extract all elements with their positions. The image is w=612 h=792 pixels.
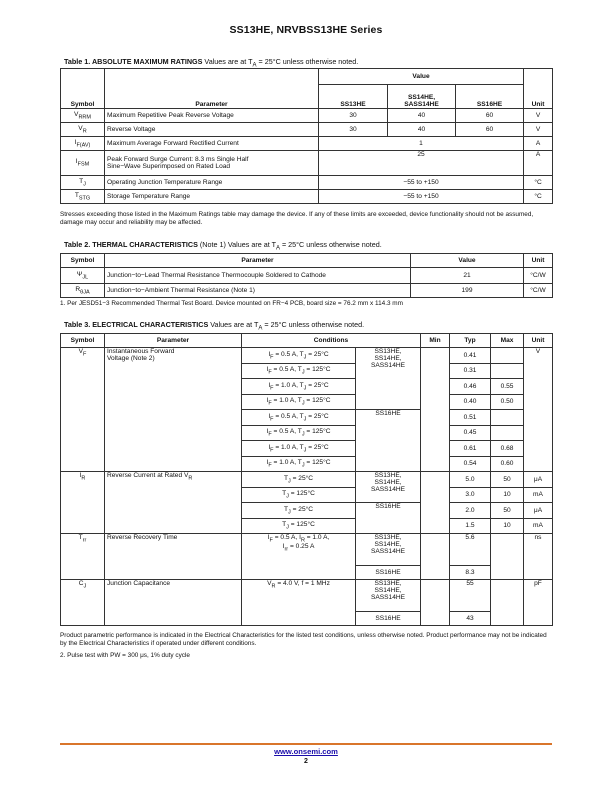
table-cell: 0.68 bbox=[491, 441, 524, 457]
table-header-cell: Conditions bbox=[242, 334, 421, 348]
table3-caption bbox=[64, 320, 364, 331]
page-number: 2 bbox=[304, 758, 308, 765]
table-cell: 0.55 bbox=[491, 379, 524, 395]
table-header-cell: Unit bbox=[524, 254, 553, 268]
text: SS13HE, bbox=[374, 534, 402, 541]
subscript: J bbox=[288, 508, 291, 515]
table-cell: A bbox=[524, 137, 553, 151]
text: SS14HE, bbox=[374, 479, 402, 486]
table-cell: 0.51 bbox=[450, 410, 491, 426]
text: SASS14HE bbox=[370, 486, 406, 493]
table-cell: SS16HE bbox=[356, 612, 421, 626]
table-cell: 10 bbox=[491, 487, 524, 503]
text: SS13HE, bbox=[374, 472, 402, 479]
text: V bbox=[74, 110, 79, 118]
table-cell bbox=[61, 137, 105, 151]
subscript: J bbox=[301, 400, 305, 407]
table-cell: A bbox=[524, 151, 553, 176]
header-parameter: Parameter bbox=[105, 69, 319, 109]
table-cell bbox=[61, 268, 105, 284]
subscript: rr bbox=[284, 546, 289, 553]
subscript: A bbox=[275, 245, 280, 252]
text: T bbox=[74, 191, 79, 199]
table-cell: −55 to +150 bbox=[319, 176, 524, 190]
subscript: R bbox=[81, 475, 86, 482]
table-cell: SS16HE bbox=[356, 503, 421, 534]
table-cell: 30 bbox=[319, 123, 388, 137]
subscript: F bbox=[268, 369, 272, 376]
subscript: JL bbox=[82, 274, 89, 281]
text: T bbox=[78, 534, 83, 541]
table-cell: 50 bbox=[491, 503, 524, 519]
table-cell bbox=[61, 190, 105, 204]
subscript: RRM bbox=[78, 114, 91, 121]
subscript: F bbox=[83, 351, 87, 358]
table-cell: $I_F = 1.0$ A, $T_J = 25^\circ C$ bbox=[242, 379, 356, 395]
table-cell: $I_F = 0.5$ A, $T_J = 25^\circ C$ bbox=[242, 410, 356, 426]
text: Values are at T bbox=[202, 57, 253, 66]
subscript: rr bbox=[82, 537, 87, 544]
text: SASS14HE bbox=[404, 101, 439, 108]
table2-note: 1. Per JESD51−3 Recommended Thermal Test Board. Device mounted on FR−4 PCB, board size = 76.2 mm x 114.3 mm bbox=[60, 300, 403, 307]
text: SASS14HE bbox=[370, 362, 406, 369]
subscript: F bbox=[270, 446, 274, 453]
table-cell: $I_F = 0.5$ A, $T_J = 125^\circ C$ bbox=[242, 425, 356, 441]
subscript: FSM bbox=[77, 161, 90, 168]
subscript: J bbox=[286, 524, 289, 531]
text: SS14HE, bbox=[407, 94, 436, 101]
subscript: J bbox=[301, 462, 305, 469]
table-cell: °C/W bbox=[524, 284, 553, 298]
subscript: F bbox=[270, 384, 274, 391]
table-header-cell: Parameter bbox=[105, 334, 242, 348]
table-header-cell: Parameter bbox=[105, 254, 411, 268]
table-row bbox=[61, 334, 553, 348]
table-row bbox=[61, 534, 553, 566]
text: Voltage (Note 2) bbox=[107, 355, 155, 362]
table-cell: $T_J = 25^\circ C$ bbox=[242, 503, 356, 519]
table-cell bbox=[356, 534, 421, 566]
subscript: J bbox=[83, 181, 86, 188]
subscript: J bbox=[301, 369, 305, 376]
subscript: J bbox=[83, 583, 87, 590]
table-cell bbox=[61, 580, 105, 626]
table-cell bbox=[421, 580, 450, 626]
text: Table 2. THERMAL CHARACTERISTICS bbox=[64, 240, 198, 249]
table-cell bbox=[491, 348, 524, 364]
text: (Note 1) Values are at T bbox=[197, 240, 276, 249]
text: SASS14HE bbox=[370, 594, 406, 601]
thermal-characteristics-table bbox=[60, 253, 553, 298]
table-cell bbox=[421, 348, 450, 472]
table-row bbox=[61, 190, 553, 204]
table-cell bbox=[61, 284, 105, 298]
table1-caption bbox=[64, 57, 358, 68]
table-cell: 0.40 bbox=[450, 394, 491, 410]
table-cell bbox=[491, 410, 524, 426]
subscript: J bbox=[303, 415, 307, 422]
table-row bbox=[61, 176, 553, 190]
subscript: θJA bbox=[80, 289, 90, 296]
table-cell bbox=[491, 580, 524, 626]
table-cell: 1 bbox=[319, 137, 524, 151]
table-cell: Reverse Recovery Time bbox=[105, 534, 242, 580]
table-cell: 50 bbox=[491, 472, 524, 488]
subscript: F bbox=[270, 415, 274, 422]
table-cell: 0.41 bbox=[450, 348, 491, 364]
table-cell: −55 to +150 bbox=[319, 190, 524, 204]
table-cell: 0.50 bbox=[491, 394, 524, 410]
text: = 25°C unless otherwise noted. bbox=[279, 240, 382, 249]
table-cell: $V_R = 4.0$ V, f = 1 MHz bbox=[242, 580, 356, 626]
table-header-cell: Unit bbox=[524, 334, 553, 348]
table-cell: 40 bbox=[388, 123, 456, 137]
text: SS14HE, bbox=[374, 541, 402, 548]
table-cell: 60 bbox=[456, 109, 524, 123]
table-cell: V bbox=[524, 109, 553, 123]
table-cell bbox=[61, 151, 105, 176]
subscript: F bbox=[268, 400, 272, 407]
table-row bbox=[61, 268, 553, 284]
table-cell bbox=[61, 109, 105, 123]
table-cell bbox=[491, 363, 524, 379]
table-cell: 0.60 bbox=[491, 456, 524, 472]
table-cell: ns bbox=[524, 534, 553, 580]
table-cell: 40 bbox=[388, 109, 456, 123]
table-cell: V bbox=[524, 123, 553, 137]
table-cell: $I_F = 0.5$ A, $T_J = 125^\circ C$ bbox=[242, 363, 356, 379]
table-cell: μA bbox=[524, 472, 553, 488]
table-cell: 0.61 bbox=[450, 441, 491, 457]
table-cell bbox=[242, 534, 356, 580]
table-cell: V bbox=[524, 348, 553, 472]
table-cell bbox=[105, 151, 319, 176]
subscript: F(AV) bbox=[76, 142, 91, 149]
table-cell: 21 bbox=[411, 268, 524, 284]
subscript: R bbox=[188, 475, 193, 482]
table-cell: 1.5 bbox=[450, 518, 491, 534]
text: Table 3. ELECTRICAL CHARACTERISTICS bbox=[64, 320, 209, 329]
table-cell bbox=[61, 534, 105, 580]
table-cell: $I_F = 0.5$ A, $T_J = 25^\circ C$ bbox=[242, 348, 356, 364]
table-cell bbox=[61, 348, 105, 472]
table-row bbox=[61, 284, 553, 298]
table-cell: 0.54 bbox=[450, 456, 491, 472]
table-header-cell: Typ bbox=[450, 334, 491, 348]
page-title: SS13HE, NRVBSS13HE Series bbox=[229, 24, 383, 36]
table-cell: $I_F = 1.0$ A, $T_J = 125^\circ C$ bbox=[242, 394, 356, 410]
table2-caption bbox=[64, 240, 382, 251]
table-row bbox=[61, 69, 553, 85]
subscript: J bbox=[303, 353, 307, 360]
subscript: R bbox=[271, 583, 276, 590]
header-ss13he: SS13HE bbox=[319, 85, 388, 109]
table-cell bbox=[105, 348, 242, 472]
table-cell bbox=[356, 348, 421, 410]
subscript: J bbox=[288, 477, 291, 484]
table-cell: 5.6 bbox=[450, 534, 491, 566]
table-row bbox=[61, 123, 553, 137]
table-cell: $T_J = 125^\circ C$ bbox=[242, 518, 356, 534]
table-header-cell: Max bbox=[491, 334, 524, 348]
table-header-cell: Symbol bbox=[61, 254, 105, 268]
table-cell: Maximum Repetitive Peak Reverse Voltage bbox=[105, 109, 319, 123]
table-cell bbox=[105, 472, 242, 534]
text bbox=[61, 334, 553, 626]
text: Values are at T bbox=[208, 320, 259, 329]
subscript: F bbox=[268, 431, 272, 438]
table-cell: 3.0 bbox=[450, 487, 491, 503]
table-cell: 2.0 bbox=[450, 503, 491, 519]
table-cell: Junction−to−Lead Thermal Resistance Thermocouple Soldered to Cathode bbox=[105, 268, 411, 284]
header-ss14he bbox=[388, 85, 456, 109]
table-row bbox=[61, 580, 553, 612]
table-header-cell: Value bbox=[411, 254, 524, 268]
table-cell: °C bbox=[524, 190, 553, 204]
header-ss16he: SS16HE bbox=[456, 85, 524, 109]
subscript: F bbox=[268, 462, 272, 469]
table-cell: $T_J = 25^\circ C$ bbox=[242, 472, 356, 488]
text: Reverse Current at Rated V bbox=[107, 472, 189, 479]
table-cell: mA bbox=[524, 518, 553, 534]
text: SS14HE, bbox=[374, 587, 402, 594]
table-cell bbox=[61, 176, 105, 190]
table-cell: 0.46 bbox=[450, 379, 491, 395]
text: R bbox=[75, 285, 81, 293]
text: SASS14HE bbox=[370, 548, 406, 555]
text bbox=[61, 254, 553, 298]
header-symbol: Symbol bbox=[61, 69, 105, 109]
table-cell: 43 bbox=[450, 612, 491, 626]
table-cell bbox=[61, 472, 105, 534]
table-cell: $I_F = 1.0$ A, $T_J = 125^\circ C$ bbox=[242, 456, 356, 472]
table-row bbox=[61, 348, 553, 364]
table-cell: Operating Junction Temperature Range bbox=[105, 176, 319, 190]
table-cell bbox=[421, 534, 450, 580]
subscript: F bbox=[269, 537, 273, 544]
text: SS13HE, bbox=[374, 580, 402, 587]
table-cell: °C bbox=[524, 176, 553, 190]
absolute-max-ratings-table bbox=[60, 68, 553, 204]
text: I bbox=[75, 158, 78, 166]
table-cell: Junction−to−Ambient Thermal Resistance (Note 1) bbox=[105, 284, 411, 298]
table-row bbox=[61, 472, 553, 488]
table-cell: $T_J = 125^\circ C$ bbox=[242, 487, 356, 503]
text: I bbox=[79, 472, 82, 479]
table-cell: 55 bbox=[450, 580, 491, 612]
subscript: R bbox=[82, 128, 87, 135]
table-cell: SS16HE bbox=[356, 566, 421, 580]
table-cell: Storage Temperature Range bbox=[105, 190, 319, 204]
text: = 25°C unless otherwise noted. bbox=[256, 57, 359, 66]
table-header-cell: Symbol bbox=[61, 334, 105, 348]
subscript: J bbox=[301, 431, 305, 438]
text: $I_{rr} = 0.25$ A bbox=[282, 543, 315, 553]
text: SS14HE, bbox=[374, 355, 402, 362]
table-cell: μA bbox=[524, 503, 553, 519]
text: C bbox=[78, 580, 84, 587]
text: Sine−Wave Superimposed on Rated Load bbox=[107, 163, 231, 170]
header-unit: Unit bbox=[524, 69, 553, 109]
table-header-cell: Min bbox=[421, 334, 450, 348]
subscript: J bbox=[303, 384, 307, 391]
subscript: A bbox=[258, 325, 263, 332]
table-cell bbox=[421, 472, 450, 534]
table-cell bbox=[356, 580, 421, 612]
table-cell: 30 bbox=[319, 109, 388, 123]
table-row bbox=[61, 151, 553, 176]
text: V bbox=[78, 348, 84, 355]
text: SS13HE, bbox=[374, 348, 402, 355]
table-row bbox=[61, 254, 553, 268]
text: = 25°C unless otherwise noted. bbox=[262, 320, 365, 329]
subscript: STG bbox=[78, 195, 91, 202]
table1-note: Stresses exceeding those listed in the Maximum Ratings table may damage the device. If any of these limits are exceeded, device functionality should not be assumed, damage may occur and reliability may be affected. bbox=[60, 211, 534, 227]
table-row bbox=[61, 137, 553, 151]
subscript: F bbox=[270, 353, 274, 360]
text: Ψ bbox=[76, 270, 83, 278]
table-cell: Maximum Average Forward Rectified Current bbox=[105, 137, 319, 151]
table-cell: 60 bbox=[456, 123, 524, 137]
table-cell: 5.0 bbox=[450, 472, 491, 488]
table-cell: $I_F = 1.0$ A, $T_J = 25^\circ C$ bbox=[242, 441, 356, 457]
table-cell bbox=[491, 534, 524, 580]
table-cell: 0.45 bbox=[450, 425, 491, 441]
table-cell: Reverse Voltage bbox=[105, 123, 319, 137]
text: Instantaneous Forward bbox=[107, 348, 175, 355]
subscript: J bbox=[286, 493, 289, 500]
table-cell: 10 bbox=[491, 518, 524, 534]
text: I bbox=[74, 138, 77, 146]
table3-note: Product parametric performance is indicated in the Electrical Characteristics for the listed test conditions, unless otherwise noted. Product performance may not be indicated by the Electrical Characteristics if operated under different conditions. bbox=[60, 632, 547, 648]
table-cell: Junction Capacitance bbox=[105, 580, 242, 626]
table-cell: SS16HE bbox=[356, 410, 421, 472]
text: $I_F = 0.5$ A, $I_R = 1.0$ A, bbox=[267, 534, 330, 544]
subscript: R bbox=[300, 537, 305, 544]
table-cell bbox=[491, 425, 524, 441]
text: V bbox=[78, 124, 83, 132]
table-cell: 0.31 bbox=[450, 363, 491, 379]
table-cell: mA bbox=[524, 487, 553, 503]
text: Peak Forward Surge Current: 8.3 ms Single Half bbox=[107, 156, 249, 163]
table-cell: 25 bbox=[319, 151, 524, 176]
header-value: Value bbox=[319, 69, 524, 85]
table-cell bbox=[61, 123, 105, 137]
text bbox=[61, 69, 553, 204]
table-cell: °C/W bbox=[524, 268, 553, 284]
table-cell bbox=[356, 472, 421, 503]
electrical-characteristics-table bbox=[60, 333, 553, 626]
table3-footnote: 2. Pulse test with PW = 300 μs, 1% duty cycle bbox=[60, 652, 190, 659]
subscript: J bbox=[303, 446, 307, 453]
text: T bbox=[79, 177, 84, 185]
table-row bbox=[61, 109, 553, 123]
subscript: A bbox=[252, 62, 257, 69]
table-cell: pF bbox=[524, 580, 553, 626]
website-link[interactable]: www.onsemi.com bbox=[274, 747, 338, 756]
text: Table 1. ABSOLUTE MAXIMUM RATINGS bbox=[64, 57, 203, 66]
footer-rule bbox=[60, 743, 552, 745]
table-cell: 199 bbox=[411, 284, 524, 298]
table-cell: 8.3 bbox=[450, 566, 491, 580]
